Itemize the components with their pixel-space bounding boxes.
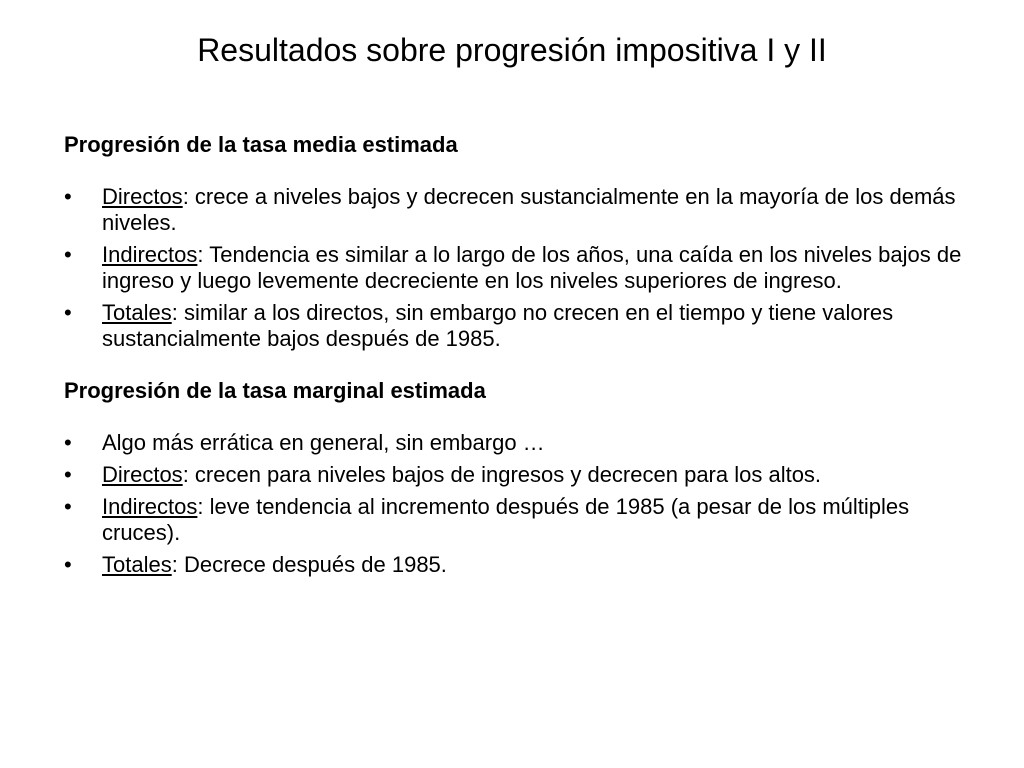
item-text: : Decrece después de 1985. <box>171 552 447 577</box>
section-heading-media: Progresión de la tasa media estimada <box>64 132 458 157</box>
bullet-icon: • <box>64 184 72 209</box>
slide-title: Resultados sobre progresión impositiva I y II <box>197 32 827 68</box>
slide-content <box>64 132 964 584</box>
item-text: : crecen para niveles bajos de ingresos y decrecen para los altos. <box>182 462 822 487</box>
list-item <box>64 184 964 236</box>
item-text: : Tendencia es similar a lo largo de los años, una caída en los niveles bajos de ingreso y luego levemente decreciente en los niveles superiores de ingreso. <box>102 242 962 293</box>
list-item <box>64 494 964 546</box>
item-term: Totales <box>102 552 172 577</box>
item-text: : similar a los directos, sin embargo no crecen en el tiempo y tiene valores sustancialmente bajos después de 1985. <box>102 300 894 351</box>
bullet-icon: • <box>64 242 72 267</box>
item-text: : crece a niveles bajos y decrecen sustancialmente en la mayoría de los demás niveles. <box>102 184 956 235</box>
item-term: Indirectos <box>102 242 198 267</box>
bullet-list-media <box>64 184 964 352</box>
item-term: Totales <box>102 300 172 325</box>
bullet-icon: • <box>64 494 72 519</box>
bullet-icon: • <box>64 552 72 577</box>
item-term: Indirectos <box>102 494 198 519</box>
list-item <box>64 462 964 488</box>
bullet-icon: • <box>64 462 72 487</box>
item-text: Algo más errática en general, sin embargo … <box>102 430 545 455</box>
bullet-list-marginal <box>64 430 964 578</box>
item-term: Directos <box>102 462 183 487</box>
list-item <box>64 430 964 456</box>
list-item <box>64 552 964 578</box>
section-heading-marginal: Progresión de la tasa marginal estimada <box>64 378 486 403</box>
bullet-icon: • <box>64 300 72 325</box>
item-term: Directos <box>102 184 183 209</box>
list-item <box>64 242 964 294</box>
list-item <box>64 300 964 352</box>
bullet-icon: • <box>64 430 72 455</box>
item-text: : leve tendencia al incremento después de 1985 (a pesar de los múltiples cruces). <box>102 494 910 545</box>
